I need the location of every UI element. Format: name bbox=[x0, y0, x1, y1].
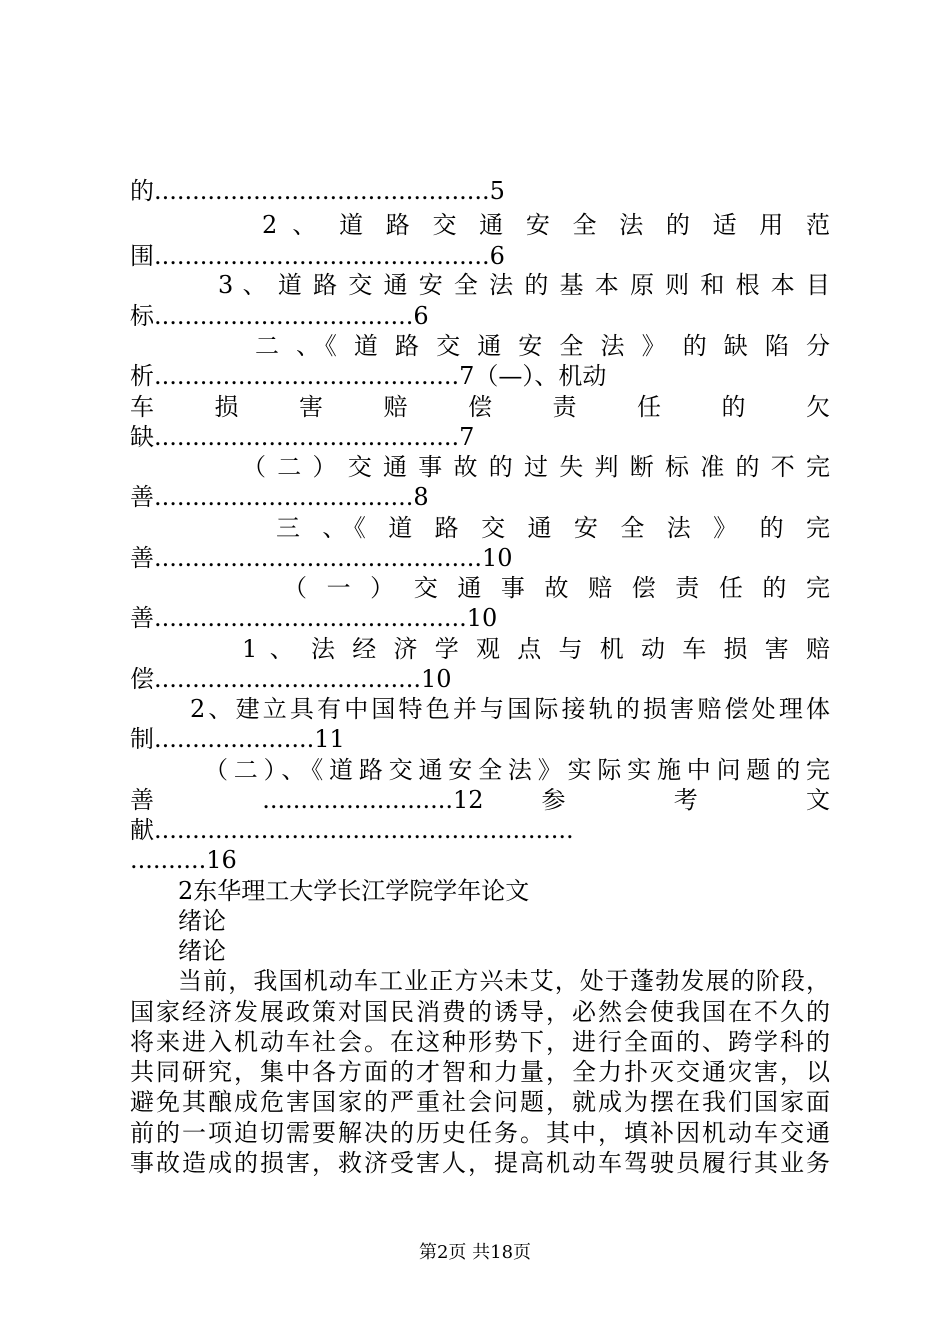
toc-line: （ 一 ） 交 通 事 故 赔 偿 责 任 的 完 bbox=[283, 574, 830, 602]
running-header: 2东华理工大学长江学院学年论文 bbox=[178, 877, 530, 905]
paragraph-line: 国家经济发展政策对国民消费的诱导，必然会使我国在不久的 bbox=[130, 998, 830, 1026]
paragraph-line: 前的一项迫切需要解决的历史任务。其中，填补因机动车交通 bbox=[130, 1119, 830, 1147]
toc-line: 二 、《 道 路 交 通 安 全 法 》 的 缺 陷 分 bbox=[255, 332, 830, 360]
paragraph-line: 共同研究，集中各方面的才智和力量，全力扑灭交通灾害，以 bbox=[130, 1058, 830, 1086]
toc-line: 析........................................7（—）、机动 bbox=[130, 362, 607, 390]
section-heading: 绪论 bbox=[178, 937, 226, 965]
toc-line: 制.....................11 bbox=[130, 725, 345, 753]
toc-line: 1 、 法 经 济 学 观 点 与 机 动 车 损 害 赔 bbox=[242, 635, 830, 663]
toc-line: 3 、 道 路 交 通 安 全 法 的 基 本 原 则 和 根 本 目 bbox=[218, 271, 830, 299]
section-heading: 绪论 bbox=[178, 907, 226, 935]
toc-line: 偿...................................10 bbox=[130, 665, 452, 693]
toc-line: 标..................................6 bbox=[130, 302, 429, 330]
toc-line: 缺........................................7 bbox=[130, 423, 475, 451]
toc-line: 善 .........................12 参 考 文 bbox=[130, 786, 830, 814]
toc-line: 的............................................5 bbox=[130, 177, 505, 205]
toc-line: 围............................................6 bbox=[130, 242, 505, 270]
toc-line: 三 、《 道 路 交 通 安 全 法 》 的 完 bbox=[276, 514, 830, 542]
paragraph-line: 事故造成的损害，救济受害人，提高机动车驾驶员履行其业务 bbox=[130, 1149, 830, 1177]
toc-line: 善..................................8 bbox=[130, 483, 429, 511]
toc-line: （ 二 ） 交 通 事 故 的 过 失 判 断 标 准 的 不 完 bbox=[242, 453, 830, 481]
toc-line: 善.........................................10 bbox=[130, 604, 498, 632]
toc-line: 献....................................................... bbox=[130, 816, 574, 844]
toc-line: 2、建立具有中国特色并与国际接轨的损害赔偿处理体 bbox=[190, 695, 830, 723]
paragraph-line: 将来进入机动车社会。在这种形势下，进行全面的、跨学科的 bbox=[130, 1028, 830, 1056]
toc-line: 2 、 道 路 交 通 安 全 法 的 适 用 范 bbox=[262, 211, 830, 239]
paragraph-line: 避免其酿成危害国家的严重社会问题，就成为摆在我们国家面 bbox=[130, 1088, 830, 1116]
page-number-footer: 第2页 共18页 bbox=[418, 1242, 532, 1263]
toc-line: 善...........................................10 bbox=[130, 544, 513, 572]
toc-line: ..........16 bbox=[130, 846, 237, 874]
toc-line: 车 损 害 赔 偿 责 任 的 欠 bbox=[130, 393, 830, 421]
toc-line: （二）、《道路交通安全法》实际实施中问题的完 bbox=[204, 756, 830, 784]
paragraph-line: 当前，我国机动车工业正方兴未艾，处于蓬勃发展的阶段， bbox=[178, 967, 830, 995]
